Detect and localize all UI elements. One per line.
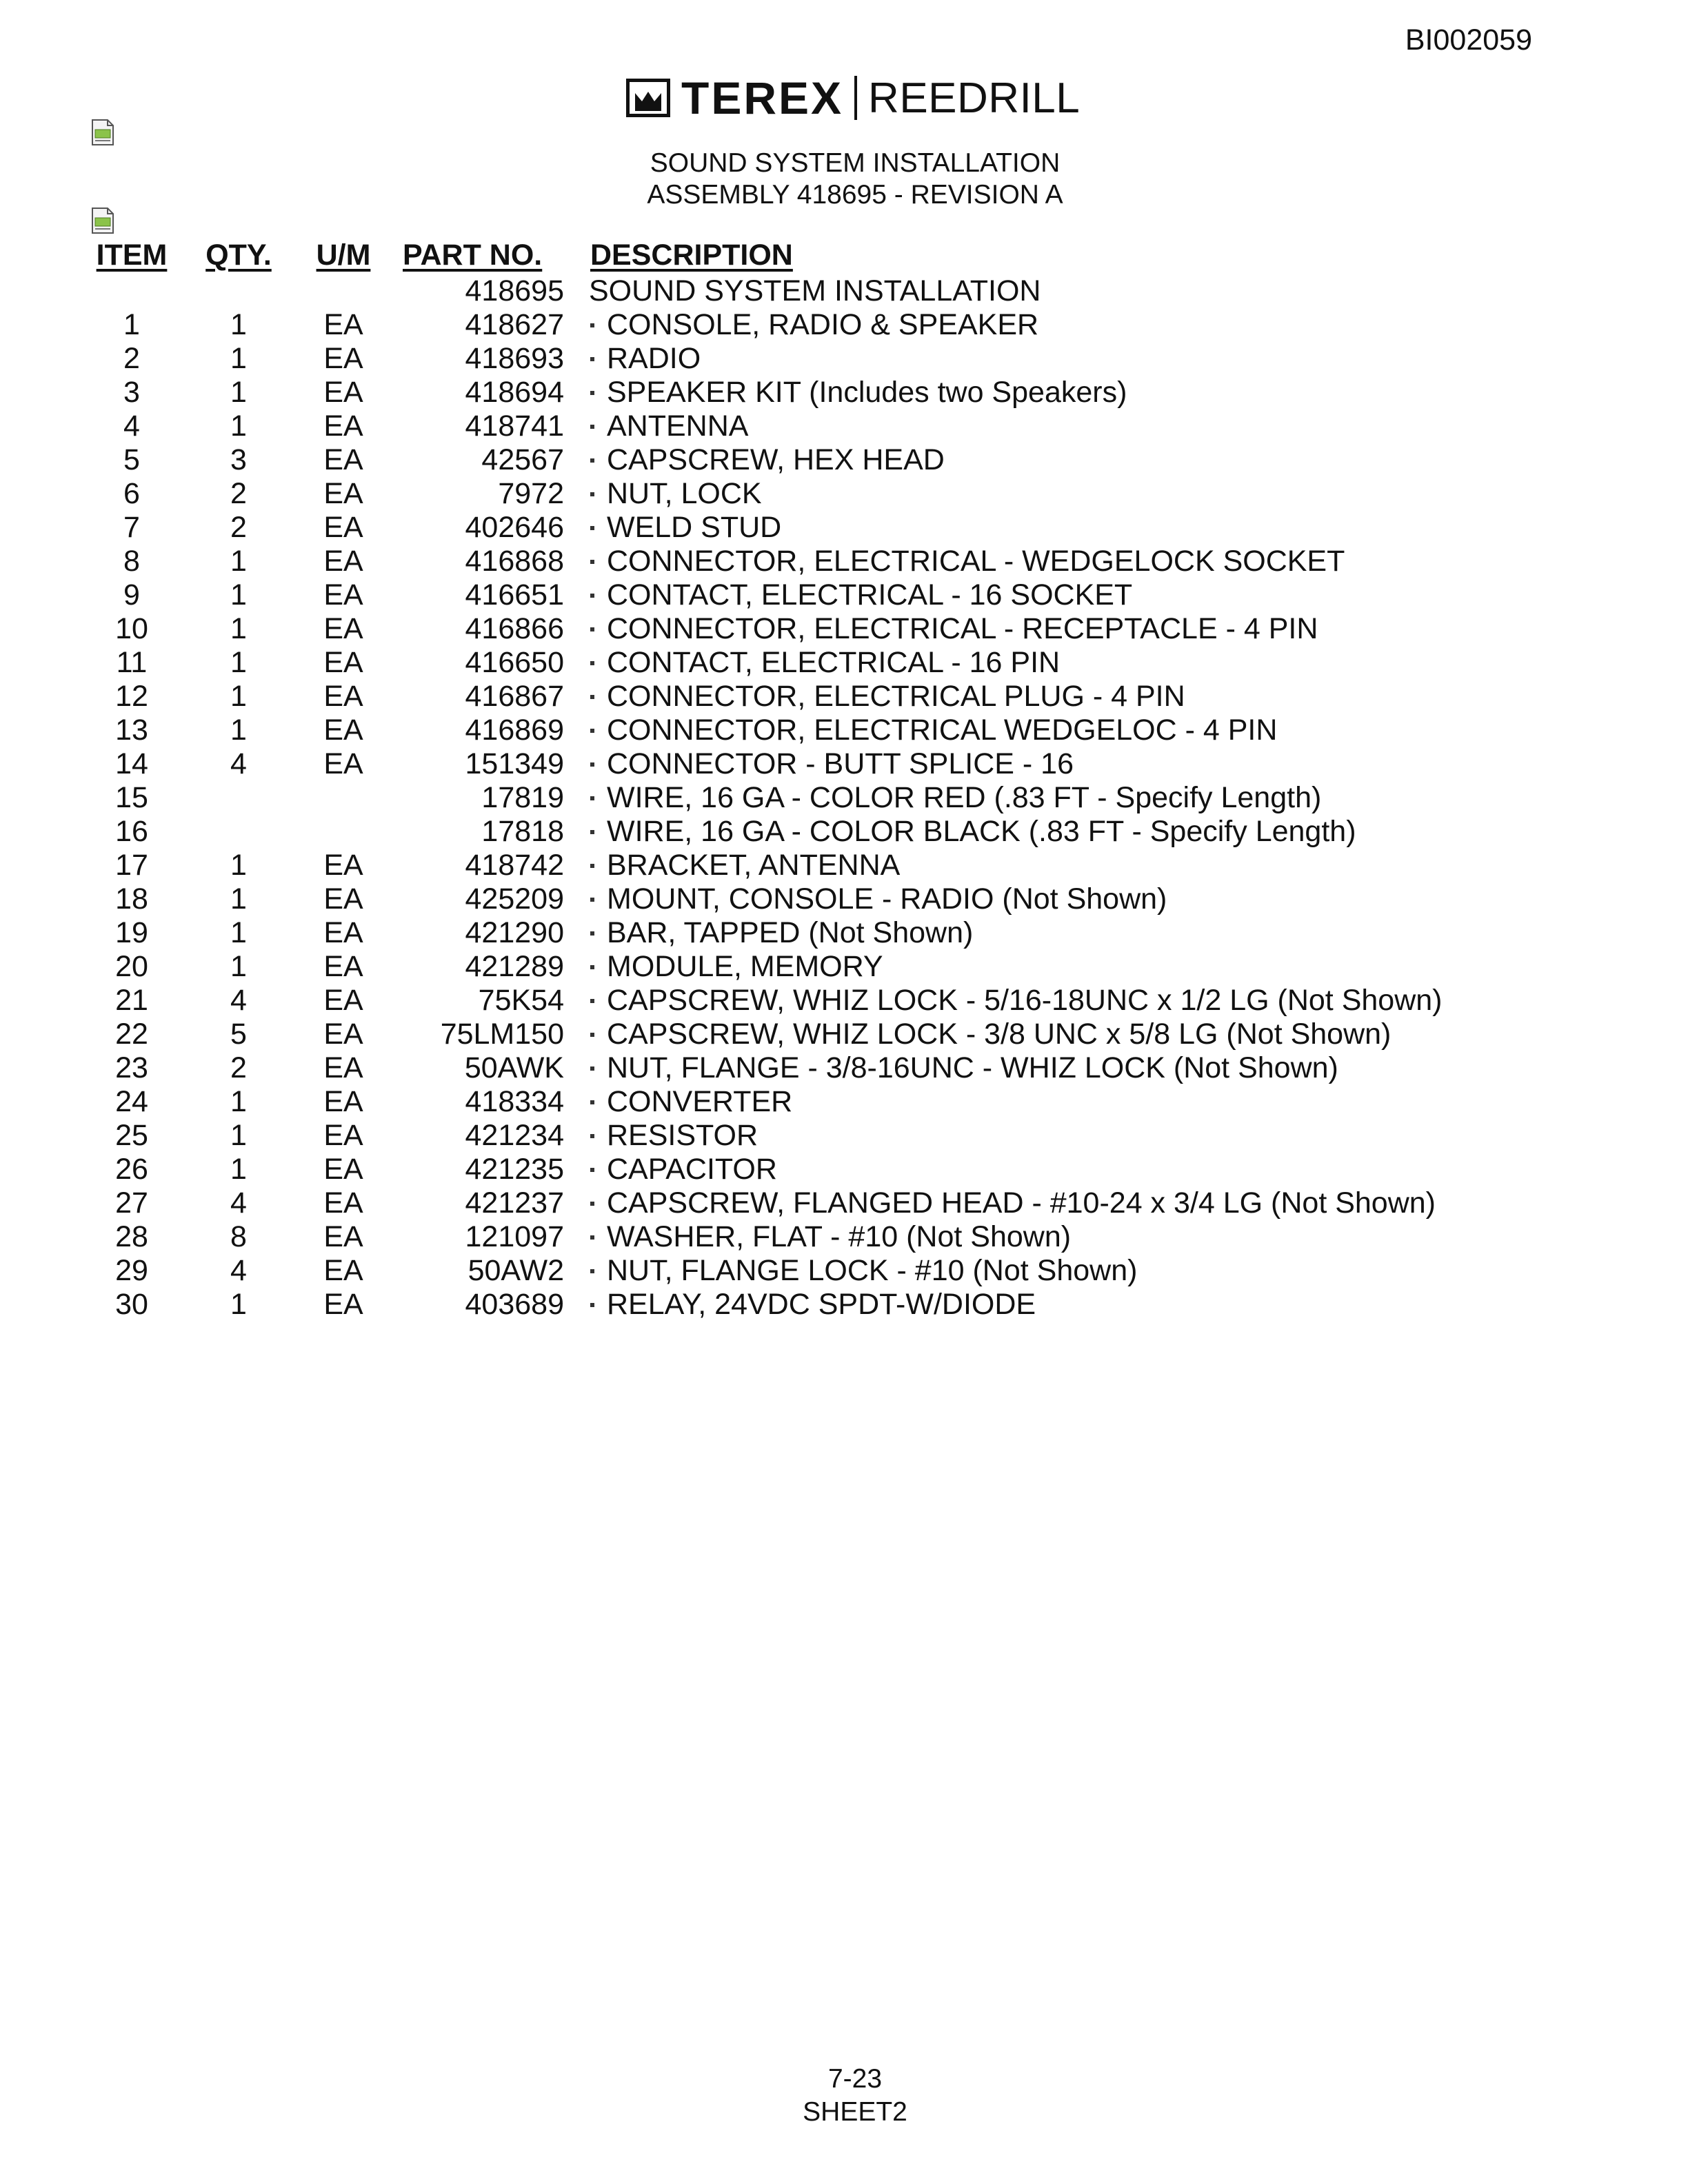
part-number: 416650 — [465, 646, 564, 679]
description: CONSOLE, RADIO & SPEAKER — [607, 308, 1039, 341]
quantity: 1 — [230, 646, 247, 679]
part-number: 416867 — [465, 680, 564, 713]
unit-of-measure: EA — [323, 1153, 363, 1186]
item-number: 8 — [123, 545, 140, 578]
description: WASHER, FLAT - #10 (Not Shown) — [607, 1220, 1072, 1253]
quantity: 2 — [230, 511, 247, 544]
item-number: 22 — [115, 1018, 148, 1051]
unit-of-measure: EA — [323, 950, 363, 983]
item-number: 11 — [116, 646, 148, 679]
part-number: 421235 — [465, 1153, 564, 1186]
unit-of-measure: EA — [323, 916, 363, 949]
description: CONNECTOR, ELECTRICAL WEDGELOC - 4 PIN — [607, 714, 1278, 747]
logo-divider — [854, 76, 857, 120]
unit-of-measure: EA — [323, 410, 363, 443]
unit-of-measure: EA — [323, 747, 363, 780]
part-number: 7972 — [498, 477, 564, 510]
terex-crown-logo-icon — [626, 79, 670, 117]
quantity: 1 — [230, 612, 247, 645]
unit-of-measure: EA — [323, 612, 363, 645]
quantity: 1 — [230, 376, 247, 409]
unit-of-measure: EA — [323, 1186, 363, 1220]
part-number: 421234 — [465, 1119, 564, 1152]
item-number: 29 — [115, 1254, 148, 1287]
page-number: 7-23 — [827, 2064, 883, 2094]
page-footer — [0, 2063, 1688, 2129]
part-number: 421289 — [465, 950, 564, 983]
unit-of-measure: EA — [323, 308, 363, 341]
quantity: 8 — [230, 1220, 247, 1253]
part-number: 17819 — [481, 781, 564, 814]
quantity: 2 — [230, 477, 247, 510]
unit-of-measure: EA — [323, 1254, 363, 1287]
column-header-description: DESCRIPTION — [590, 239, 793, 272]
part-number: 425209 — [465, 882, 564, 916]
part-number: 50AWK — [464, 1051, 564, 1084]
description: CONNECTOR, ELECTRICAL PLUG - 4 PIN — [607, 680, 1185, 713]
item-number: 26 — [115, 1153, 148, 1186]
quantity: 1 — [230, 1153, 247, 1186]
unit-of-measure: EA — [323, 545, 363, 578]
column-header-qty: QTY. — [205, 239, 272, 272]
part-number: 421237 — [465, 1186, 564, 1220]
part-number: 416868 — [465, 545, 564, 578]
quantity: 5 — [230, 1018, 247, 1051]
unit-of-measure: EA — [323, 578, 363, 611]
description: MOUNT, CONSOLE - RADIO (Not Shown) — [607, 882, 1167, 916]
item-number: 4 — [123, 410, 140, 443]
embedded-document-icon[interactable] — [91, 119, 114, 146]
description: NUT, FLANGE LOCK - #10 (Not Shown) — [607, 1254, 1138, 1287]
logo-secondary-text: REEDRILL — [868, 74, 1081, 122]
assembly-description: SOUND SYSTEM INSTALLATION — [589, 274, 1041, 307]
item-number: 16 — [115, 815, 148, 848]
part-number: 416651 — [465, 578, 564, 611]
item-number: 30 — [115, 1288, 148, 1321]
description: CAPACITOR — [607, 1153, 777, 1186]
description: RADIO — [607, 342, 701, 375]
description: CONTACT, ELECTRICAL - 16 SOCKET — [607, 578, 1133, 611]
item-number: 28 — [115, 1220, 148, 1253]
item-number: 17 — [115, 849, 148, 882]
quantity: 1 — [230, 1085, 247, 1118]
terex-reedrill-logo — [626, 72, 1080, 124]
description: MODULE, MEMORY — [607, 950, 883, 983]
item-number: 10 — [115, 612, 148, 645]
item-number: 14 — [115, 747, 148, 780]
part-number: 42567 — [481, 443, 564, 476]
unit-of-measure: EA — [323, 1085, 363, 1118]
quantity: 1 — [230, 342, 247, 375]
unit-of-measure: EA — [323, 1018, 363, 1051]
unit-of-measure: EA — [323, 714, 363, 747]
unit-of-measure: EA — [323, 511, 363, 544]
item-number: 9 — [123, 578, 140, 611]
logo-primary-text: TEREX — [681, 72, 844, 123]
quantity: 4 — [230, 1186, 247, 1220]
description: CONNECTOR - BUTT SPLICE - 16 — [607, 747, 1074, 780]
item-number: 2 — [123, 342, 140, 375]
unit-of-measure: EA — [323, 1051, 363, 1084]
part-number: 151349 — [465, 747, 564, 780]
description: BRACKET, ANTENNA — [607, 849, 901, 882]
quantity: 1 — [230, 1288, 247, 1321]
unit-of-measure: EA — [323, 984, 363, 1017]
quantity: 1 — [230, 950, 247, 983]
description: BAR, TAPPED (Not Shown) — [607, 916, 974, 949]
part-number: 50AW2 — [468, 1254, 564, 1287]
description: CAPSCREW, WHIZ LOCK - 3/8 UNC x 5/8 LG (Not Shown) — [607, 1018, 1391, 1051]
title-line-2: ASSEMBLY 418695 - REVISION A — [647, 180, 1063, 210]
part-number: 418741 — [465, 410, 564, 443]
quantity: 4 — [230, 984, 247, 1017]
quantity: 1 — [230, 714, 247, 747]
item-number: 13 — [115, 714, 148, 747]
item-number: 18 — [115, 882, 148, 916]
quantity: 3 — [230, 443, 247, 476]
quantity: 1 — [230, 410, 247, 443]
column-header-item: ITEM — [96, 239, 168, 272]
description: ANTENNA — [607, 410, 749, 443]
description: NUT, FLANGE - 3/8-16UNC - WHIZ LOCK (Not Shown) — [607, 1051, 1338, 1084]
document-id: BI002059 — [1405, 23, 1532, 57]
unit-of-measure: EA — [323, 646, 363, 679]
unit-of-measure: EA — [323, 376, 363, 409]
quantity: 1 — [230, 545, 247, 578]
part-number: 121097 — [465, 1220, 564, 1253]
item-number: 24 — [115, 1085, 148, 1118]
unit-of-measure: EA — [323, 1220, 363, 1253]
document-title — [0, 148, 1688, 211]
unit-of-measure: EA — [323, 1119, 363, 1152]
quantity: 1 — [230, 849, 247, 882]
unit-of-measure: EA — [323, 1288, 363, 1321]
description: CONNECTOR, ELECTRICAL - RECEPTACLE - 4 PIN — [607, 612, 1318, 645]
quantity: 1 — [230, 882, 247, 916]
part-number: 402646 — [465, 511, 564, 544]
part-number: 75K54 — [478, 984, 564, 1017]
unit-of-measure: EA — [323, 342, 363, 375]
item-number: 27 — [115, 1186, 148, 1220]
description: CONNECTOR, ELECTRICAL - WEDGELOCK SOCKET — [607, 545, 1345, 578]
embedded-document-icon[interactable] — [91, 207, 114, 234]
quantity: 1 — [230, 680, 247, 713]
quantity: 1 — [230, 308, 247, 341]
part-number: 75LM150 — [440, 1018, 564, 1051]
item-number: 1 — [123, 308, 140, 341]
unit-of-measure: EA — [323, 443, 363, 476]
sheet-label: SHEET2 — [803, 2097, 907, 2127]
item-number: 7 — [123, 511, 140, 544]
item-number: 20 — [115, 950, 148, 983]
unit-of-measure: EA — [323, 849, 363, 882]
description: WELD STUD — [607, 511, 782, 544]
quantity: 1 — [230, 578, 247, 611]
unit-of-measure: EA — [323, 882, 363, 916]
description: CAPSCREW, FLANGED HEAD - #10-24 x 3/4 LG (Not Shown) — [607, 1186, 1436, 1220]
title-line-1: SOUND SYSTEM INSTALLATION — [650, 148, 1061, 178]
part-number: 418627 — [465, 308, 564, 341]
item-number: 6 — [123, 477, 140, 510]
column-header-um: U/M — [316, 239, 371, 272]
unit-of-measure: EA — [323, 477, 363, 510]
description: WIRE, 16 GA - COLOR BLACK (.83 FT - Specify Length) — [607, 815, 1356, 848]
description: RELAY, 24VDC SPDT-W/DIODE — [607, 1288, 1036, 1321]
part-number: 418694 — [465, 376, 564, 409]
description: CONVERTER — [607, 1085, 793, 1118]
quantity: 2 — [230, 1051, 247, 1084]
description: SPEAKER KIT (Includes two Speakers) — [607, 376, 1127, 409]
item-number: 23 — [115, 1051, 148, 1084]
unit-of-measure: EA — [323, 680, 363, 713]
quantity: 4 — [230, 747, 247, 780]
assembly-part-no: 418695 — [465, 274, 564, 307]
column-header-part-no: PART NO. — [403, 239, 543, 272]
part-number: 416866 — [465, 612, 564, 645]
item-number: 5 — [123, 443, 140, 476]
part-number: 416869 — [465, 714, 564, 747]
item-number: 15 — [115, 781, 148, 814]
description: CAPSCREW, WHIZ LOCK - 5/16-18UNC x 1/2 LG (Not Shown) — [607, 984, 1443, 1017]
description: RESISTOR — [607, 1119, 758, 1152]
description: CAPSCREW, HEX HEAD — [607, 443, 945, 476]
quantity: 4 — [230, 1254, 247, 1287]
part-number: 403689 — [465, 1288, 564, 1321]
item-number: 21 — [115, 984, 148, 1017]
description: CONTACT, ELECTRICAL - 16 PIN — [607, 646, 1061, 679]
part-number: 418693 — [465, 342, 564, 375]
part-number: 421290 — [465, 916, 564, 949]
quantity: 1 — [230, 916, 247, 949]
part-number: 17818 — [481, 815, 564, 848]
part-number: 418742 — [465, 849, 564, 882]
item-number: 3 — [123, 376, 140, 409]
part-number: 418334 — [465, 1085, 564, 1118]
description: NUT, LOCK — [607, 477, 762, 510]
item-number: 19 — [115, 916, 148, 949]
quantity: 1 — [230, 1119, 247, 1152]
item-number: 12 — [115, 680, 148, 713]
item-number: 25 — [115, 1119, 148, 1152]
description: WIRE, 16 GA - COLOR RED (.83 FT - Specify Length) — [607, 781, 1322, 814]
